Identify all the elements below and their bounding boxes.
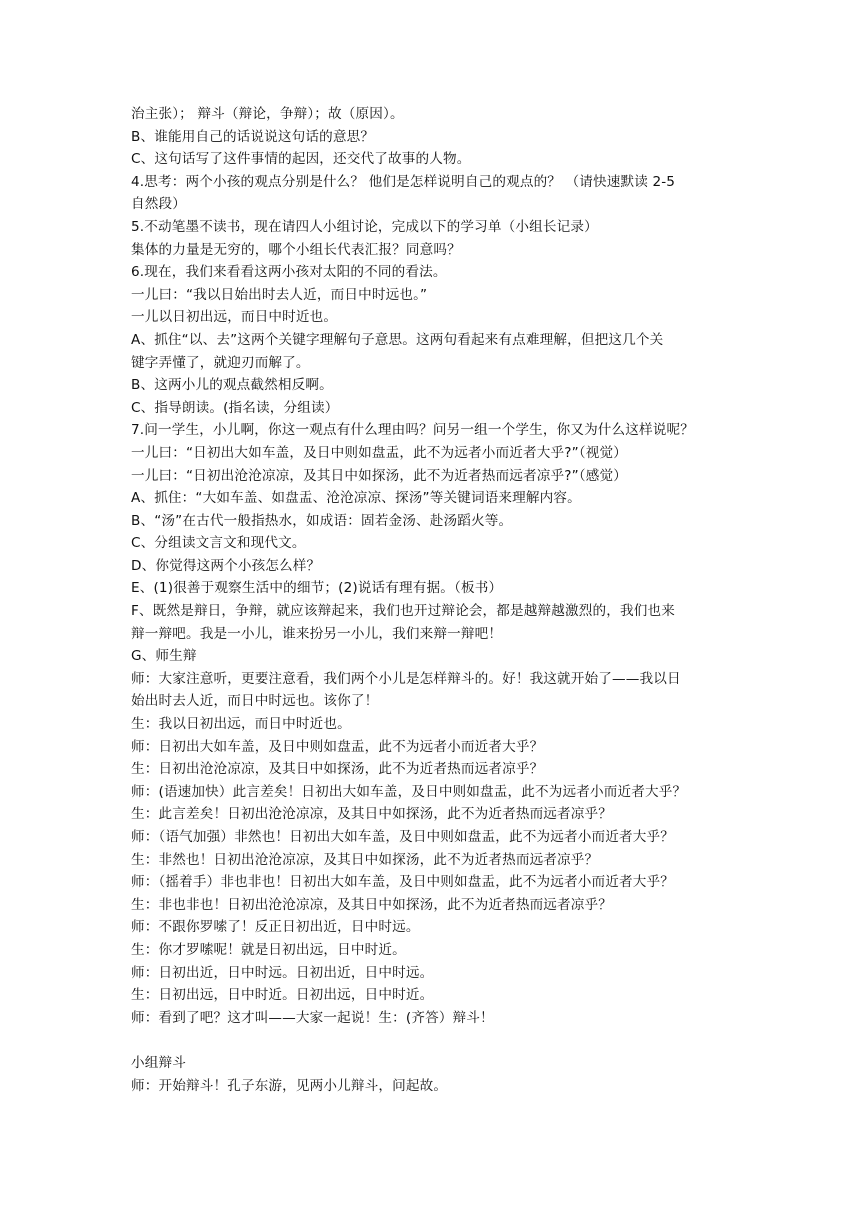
text-line: 生：非也非也！日初出沧沧凉凉，及其日中如探汤，此不为近者热而远者凉乎？ <box>131 896 613 913</box>
text-line: 生：日初出远，日中时近。日初出远，日中时近。 <box>131 987 434 1004</box>
text-line: 键字弄懂了，就迎刃而解了。 <box>131 354 310 371</box>
text-line: C、分组读文言文和现代文。 <box>131 535 306 552</box>
text-line: 生：日初出沧沧凉凉，及其日中如探汤，此不为近者热而远者凉乎？ <box>131 761 544 778</box>
text-line: 师：日初出大如车盖，及日中则如盘盂，此不为远者小而近者大乎？ <box>131 738 544 755</box>
text-line: B、这两小儿的观点截然相反啊。 <box>131 377 333 394</box>
text-line: 生：你才罗嗦呢！就是日初出远，日中时近。 <box>131 941 406 958</box>
text-line: 小组辩斗 <box>131 1054 186 1071</box>
document-body <box>131 103 737 1097</box>
text-line: 7.问一学生，小儿啊，你这一观点有什么理由吗？问另一组一个学生，你又为什么这样说呢？ <box>131 422 695 439</box>
text-line: 治主张）； 辩斗（辩论，争辩）；故（原因）。 <box>131 106 404 122</box>
text-line: 师：（语气加强）非然也！日初出大如车盖，及日中则如盘盂，此不为远者小而近者大乎？ <box>131 829 674 845</box>
text-line: E、(1)很善于观察生活中的细节；(2)说话有理有据。（板书） <box>131 580 503 597</box>
text-line: 师：不跟你罗嗦了！反正日初出近，日中时远。 <box>131 919 420 936</box>
text-line: G、师生辩 <box>131 648 197 665</box>
text-line: A、抓住：“大如车盖、如盘盂、沧沧凉凉、探汤”等关键词语来理解内容。 <box>131 490 581 507</box>
text-line: 5.不动笔墨不读书，现在请四人小组讨论，完成以下的学习单（小组长记录） <box>131 218 598 235</box>
text-line: D、你觉得这两个小孩怎么样？ <box>131 557 321 574</box>
text-line: 生：此言差矣！日初出沧沧凉凉，及其日中如探汤，此不为近者热而远者凉乎？ <box>131 806 613 823</box>
text-line: B、谁能用自己的话说说这句话的意思？ <box>131 128 375 145</box>
text-line: 师：（摇着手）非也非也！日初出大如车盖，及日中则如盘盂，此不为远者小而近者大乎？ <box>131 874 674 891</box>
text-line: 生：非然也！日初出沧沧凉凉，及其日中如探汤，此不为近者热而远者凉乎？ <box>131 851 599 868</box>
text-line: 自然段） <box>131 196 186 213</box>
text-line: 师：看到了吧？这才叫——大家一起说！生：(齐答）辩斗！ <box>131 1009 494 1026</box>
blank-line <box>131 1029 737 1052</box>
text-line: 师：(语速加快）此言差矣！日初出大如车盖，及日中则如盘盂，此不为远者小而近者大乎？ <box>131 783 687 800</box>
text-line: A、抓住“以、去”这两个关键字理解句子意思。这两句看起来有点难理解，但把这几个关 <box>131 331 664 348</box>
text-line: C、指导朗读。(指名读，分组读） <box>131 399 339 416</box>
text-line: 一儿以日初出远，而日中时近也。 <box>131 309 338 326</box>
text-line: 生：我以日初出远，而日中时近也。 <box>131 716 351 733</box>
text-line: 师：开始辩斗！孔子东游，见两小儿辩斗，问起故。 <box>131 1077 448 1094</box>
text-line: 一儿曰：“日初出大如车盖，及日中则如盘盂，此不为远者小而近者大乎?”（视觉） <box>131 444 627 461</box>
text-line: 师：日初出近，日中时远。日初出近，日中时远。 <box>131 964 434 981</box>
text-line: 一儿曰：“我以日始出时去人近，而日中时远也。” <box>131 286 428 303</box>
text-line: C、这句话写了这件事情的起因，还交代了故事的人物。 <box>131 151 471 168</box>
text-line: 集体的力量是无穷的，哪个小组长代表汇报？同意吗？ <box>131 241 461 258</box>
text-line: 师：大家注意听，更要注意看，我们两个小儿是怎样辩斗的。好！我这就开始了——我以日 <box>131 670 681 687</box>
text-line: 辩一辩吧。我是一小儿，谁来扮另一小儿，我们来辩一辩吧！ <box>131 625 503 642</box>
text-line: 始出时去人近，而日中时远也。该你了！ <box>131 693 379 710</box>
text-line: 一儿曰：“日初出沧沧凉凉，及其日中如探汤，此不为近者热而远者凉乎?”（感觉） <box>131 467 627 484</box>
text-line: 4.思考：两个小孩的观点分别是什么？ 他们是怎样说明自己的观点的？ （请快速默读 2-5 <box>131 173 676 190</box>
text-line: B、“汤”在古代一般指热水，如成语：固若金汤、赴汤蹈火等。 <box>131 512 513 529</box>
text-line: 6.现在，我们来看看这两小孩对太阳的不同的看法。 <box>131 264 447 281</box>
text-line: F、既然是辩日，争辩，就应该辩起来，我们也开过辩论会，都是越辩越激烈的，我们也来 <box>131 603 675 620</box>
